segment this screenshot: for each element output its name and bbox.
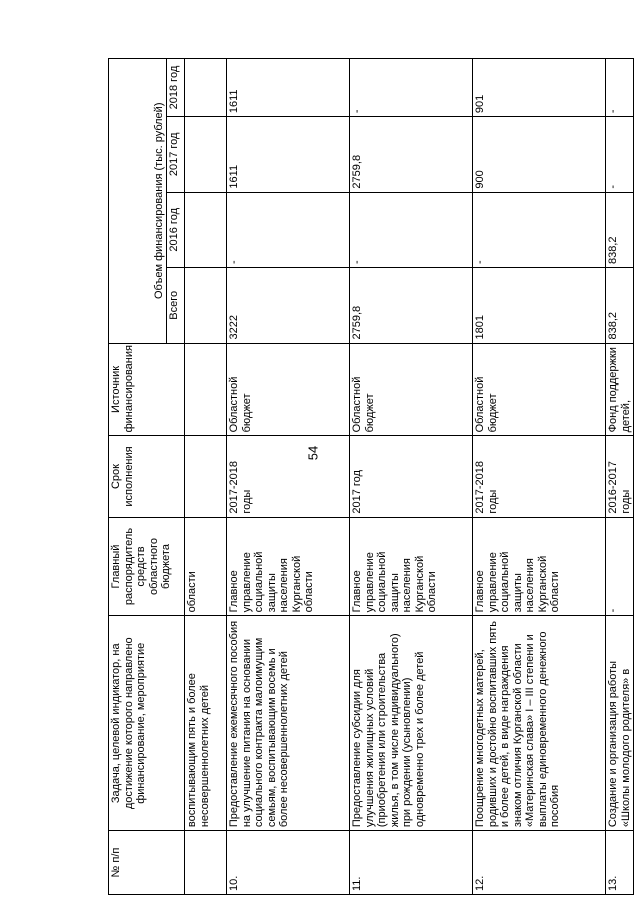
cell-period bbox=[185, 436, 227, 517]
cell-2018 bbox=[185, 59, 227, 117]
cell-period: 2016-2017 годы bbox=[606, 436, 634, 517]
cell-source: Областной бюджет bbox=[473, 343, 606, 436]
cell-task: Создание и организация работы «Школы молодого родителя» в bbox=[606, 616, 634, 831]
header-volume: Объем финансирования (тыс. рублей) bbox=[109, 59, 167, 344]
cell-2016: - bbox=[473, 192, 606, 267]
header-row-1 bbox=[109, 59, 167, 895]
header-num: № п/п bbox=[109, 831, 185, 895]
header-source: Источник финансирования bbox=[109, 343, 185, 436]
header-2018: 2018 год bbox=[167, 59, 185, 117]
cell-2018: - bbox=[606, 59, 634, 117]
table-row bbox=[227, 59, 350, 895]
cell-2018: - bbox=[350, 59, 473, 117]
cell-num: 12. bbox=[473, 831, 606, 895]
cell-2016: - bbox=[227, 192, 350, 267]
cell-2016: 838,2 bbox=[606, 192, 634, 267]
table-row bbox=[185, 59, 227, 895]
cell-total: 1801 bbox=[473, 268, 606, 343]
cell-total: 2759,8 bbox=[350, 268, 473, 343]
cell-2017: 1611 bbox=[227, 117, 350, 192]
financing-table bbox=[108, 58, 634, 895]
cell-2017 bbox=[185, 117, 227, 192]
cell-task: Поощрение многодетных матерей, родивших и достойно воспитавших пять и более детей, в виде награждения знаком отличия Курганской области «Материнская слава» I – III степени и выплаты единовременного денежного пособия bbox=[473, 616, 606, 831]
cell-distributor: Главное управление социальной защиты населения Курганской области bbox=[227, 517, 350, 616]
cell-2018: 1611 bbox=[227, 59, 350, 117]
header-total: Всего bbox=[167, 268, 185, 343]
cell-num bbox=[185, 831, 227, 895]
header-distributor: Главный распорядитель средств областного бюджета bbox=[109, 517, 185, 616]
cell-period: 2017-2018 годы bbox=[227, 436, 350, 517]
header-period: Срок исполнения bbox=[109, 436, 185, 517]
cell-2016 bbox=[185, 192, 227, 267]
cell-source: Фонд поддержки детей, bbox=[606, 343, 634, 436]
cell-source: Областной бюджет bbox=[227, 343, 350, 436]
cell-distributor: Главное управление социальной защиты населения Курганской области bbox=[473, 517, 606, 616]
cell-2018: 901 bbox=[473, 59, 606, 117]
header-2017: 2017 год bbox=[167, 117, 185, 192]
cell-num: 13. bbox=[606, 831, 634, 895]
cell-task: Предоставление субсидии для улучшения жилищных условий (приобретения или строительства жилья, в том числе индивидуального) при рождении (усыновлении) одновременно трех и более детей bbox=[350, 616, 473, 831]
cell-2017: 900 bbox=[473, 117, 606, 192]
cell-2016: - bbox=[350, 192, 473, 267]
cell-task: Предоставление ежемесячного пособия на улучшение питания на основании социального контракта малоимущим семьям, воспитывающим восемь и более несовершеннолетних детей bbox=[227, 616, 350, 831]
cell-2017: 2759,8 bbox=[350, 117, 473, 192]
header-task: Задача, целевой индикатор, на достижение которого направлено финансирование, мероприятие bbox=[109, 616, 185, 831]
cell-num: 10. bbox=[227, 831, 350, 895]
cell-period: 2017-2018 годы bbox=[473, 436, 606, 517]
table-row bbox=[473, 59, 606, 895]
header-2016: 2016 год bbox=[167, 192, 185, 267]
page-number-text: 54 bbox=[305, 445, 321, 461]
cell-2017: - bbox=[606, 117, 634, 192]
table-row bbox=[350, 59, 473, 895]
cell-source: Областной бюджет bbox=[350, 343, 473, 436]
cell-source bbox=[185, 343, 227, 436]
cell-total: 3222 bbox=[227, 268, 350, 343]
cell-distributor: - bbox=[606, 517, 634, 616]
cell-num: 11. bbox=[350, 831, 473, 895]
cell-distributor: области bbox=[185, 517, 227, 616]
cell-total: 838,2 bbox=[606, 268, 634, 343]
program-table-rotated bbox=[108, 58, 632, 895]
program-table-container bbox=[108, 58, 632, 895]
cell-distributor: Главное управление социальной защиты населения Курганской области bbox=[350, 517, 473, 616]
cell-total bbox=[185, 268, 227, 343]
cell-period: 2017 год bbox=[350, 436, 473, 517]
cell-task: воспитывающим пять и более несовершеннолетних детей bbox=[185, 616, 227, 831]
table-row bbox=[606, 59, 634, 895]
